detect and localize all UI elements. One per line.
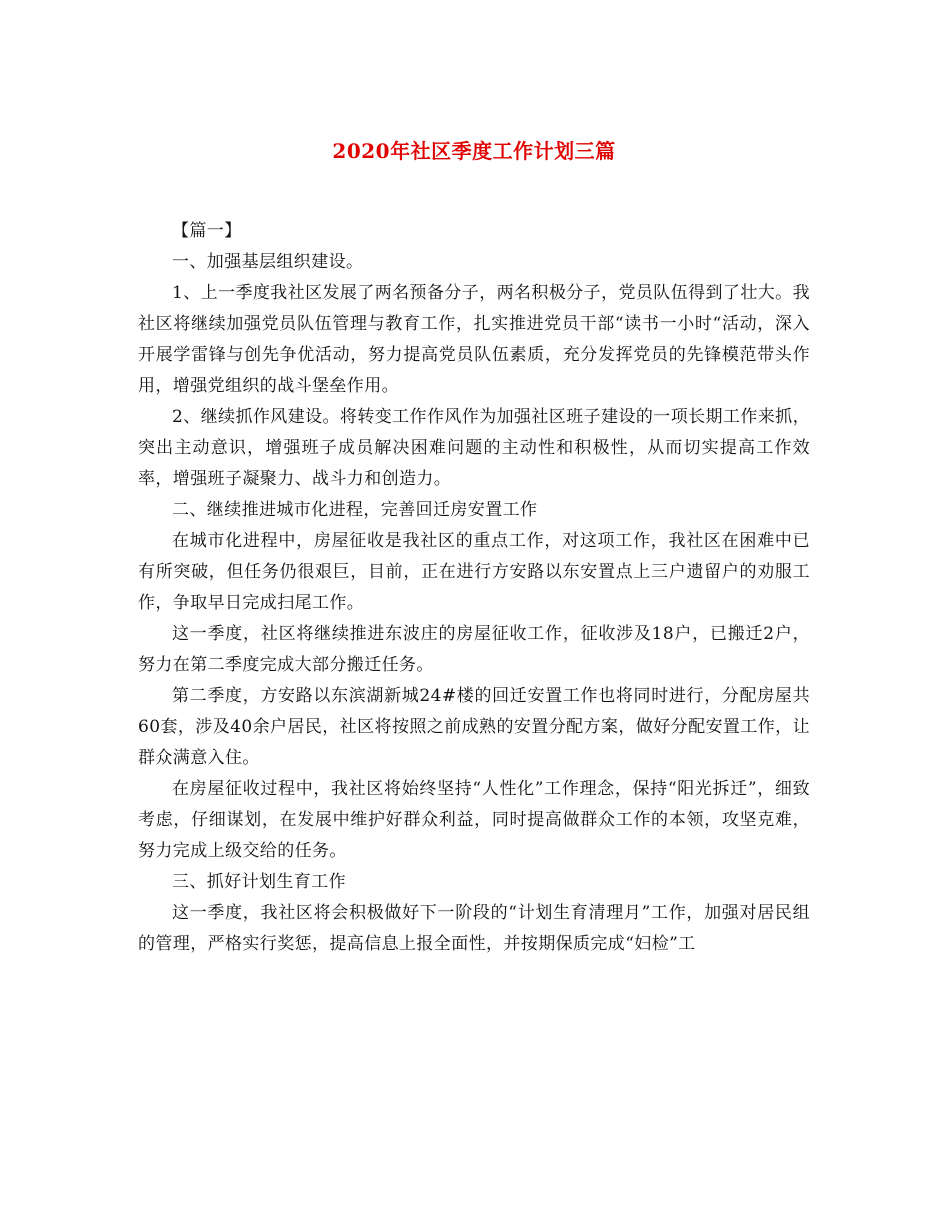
- body-paragraph: 这一季度，社区将继续推进东波庄的房屋征收工作，征收涉及18户，已搬迁2户，努力在第二季度完成大部分搬迁任务。: [138, 624, 810, 675]
- body-paragraph: 在房屋征收过程中，我社区将始终坚持“人性化”工作理念，保持“阳光拆迁”，细致考虑，仔细谋划，在发展中维护好群众利益，同时提高做群众工作的本领，攻坚克难，努力完成上级交给的任务。: [138, 779, 810, 861]
- document-page: [138, 0, 810, 1230]
- section-header: 【篇一】: [172, 221, 242, 241]
- body-paragraph: 第二季度，方安路以东滨湖新城24#楼的回迁安置工作也将同时进行，分配房屋共60套，涉及40余户居民，社区将按照之前成熟的安置分配方案，做好分配安置工作，让群众满意入住。: [138, 686, 810, 768]
- body-paragraph: 这一季度，我社区将会积极做好下一阶段的“计划生育清理月”工作，加强对居民组的管理，严格实行奖惩，提高信息上报全面性，并按期保质完成“妇检”工: [138, 903, 810, 954]
- heading-paragraph: 二、继续推进城市化进程，完善回迁房安置工作: [172, 500, 538, 520]
- body-paragraph: 1、上一季度我社区发展了两名预备分子，两名积极分子，党员队伍得到了壮大。我社区将继续加强党员队伍管理与教育工作，扎实推进党员干部“读书一小时“活动，深入开展学雷锋与创先争优活动，努力提高党员队伍素质，充分发挥党员的先锋模范带头作用，增强党组织的战斗堡垒作用。: [138, 283, 810, 396]
- document-title: 2020年社区季度工作计划三篇: [332, 139, 616, 163]
- body-paragraph: 在城市化进程中，房屋征收是我社区的重点工作，对这项工作，我社区在困难中已有所突破，但任务仍很艰巨，目前，正在进行方安路以东安置点上三户遗留户的劝服工作，争取早日完成扫尾工作。: [138, 531, 810, 613]
- document-body: [138, 216, 810, 960]
- body-paragraph: 2、继续抓作风建设。将转变工作作风作为加强社区班子建设的一项长期工作来抓，突出主动意识，增强班子成员解决困难问题的主动性和积极性，从而切实提高工作效率，增强班子凝聚力、战斗力和创造力。: [138, 407, 810, 489]
- heading-paragraph: 一、加强基层组织建设。: [172, 252, 364, 272]
- heading-paragraph: 三、抓好计划生育工作: [172, 872, 346, 892]
